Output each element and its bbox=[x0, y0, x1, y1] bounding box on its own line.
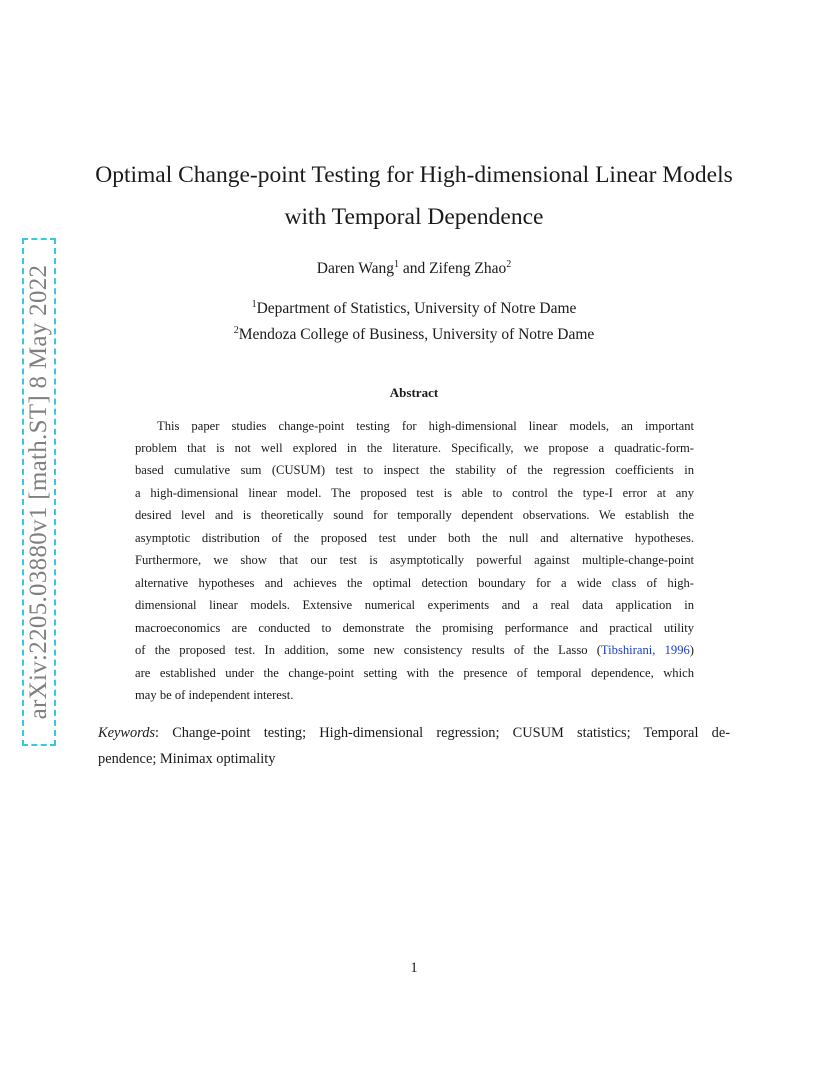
abstract-line: Furthermore, we show that our test is asymptotically powerful against multiple-change-point bbox=[135, 553, 694, 567]
author-name: Daren Wang bbox=[316, 260, 395, 277]
affiliation-marker: 1 bbox=[251, 299, 257, 310]
abstract-line: based cumulative sum (CUSUM) test to inspect the stability of the regression coefficients in bbox=[135, 463, 694, 477]
abstract-line: alternative hypotheses and achieves the optimal detection boundary for a wide class of high- bbox=[135, 576, 694, 590]
keywords-line: pendence; Minimax optimality bbox=[98, 751, 276, 767]
affiliation-marker: 2 bbox=[233, 325, 239, 336]
keywords-line bbox=[98, 723, 730, 743]
affiliation-2 bbox=[60, 326, 768, 344]
arxiv-identifier-stamp bbox=[22, 238, 56, 746]
affiliation-1 bbox=[60, 300, 768, 318]
paper-title-line-1: Optimal Change-point Testing for High-dimensional Linear Models bbox=[95, 162, 733, 188]
author-list bbox=[60, 260, 768, 278]
affiliation-marker: 2 bbox=[506, 259, 512, 270]
abstract-line bbox=[135, 640, 694, 660]
keywords-label: Keywords bbox=[98, 725, 156, 741]
abstract-text: of the proposed test. In addition, some new consistency results of the Lasso ( bbox=[135, 643, 601, 657]
abstract-line: asymptotic distribution of the proposed test under both the null and alternative hypotheses. bbox=[135, 531, 694, 545]
abstract-heading: Abstract bbox=[389, 385, 439, 400]
abstract-line: problem that is not well explored in the literature. Specifically, we propose a quadratic-form- bbox=[135, 441, 694, 455]
citation-link[interactable]: Tibshirani, 1996 bbox=[600, 643, 690, 657]
paper-title-line-2: with Temporal Dependence bbox=[284, 204, 544, 230]
abstract-line: This paper studies change-point testing for high-dimensional linear models, an important bbox=[157, 419, 694, 433]
abstract-line: dimensional linear models. Extensive numerical experiments and a real data application in bbox=[135, 598, 694, 612]
abstract-line: desired level and is theoretically sound for temporally dependent observations. We establish the bbox=[135, 508, 694, 522]
abstract-line: are established under the change-point setting with the presence of temporal dependence, which bbox=[135, 666, 694, 680]
affiliation-text: Department of Statistics, University of Notre Dame bbox=[256, 300, 577, 317]
author-conjunction: and bbox=[399, 260, 430, 277]
arxiv-identifier-text: arXiv:2205.03880v1 [math.ST] 8 May 2022 bbox=[25, 264, 52, 720]
abstract-text: ) bbox=[689, 643, 694, 657]
keywords-text: : Change-point testing; High-dimensional regression; CUSUM statistics; Temporal de- bbox=[155, 725, 730, 741]
affiliation-text: Mendoza College of Business, University of Notre Dame bbox=[238, 326, 595, 343]
abstract-line: macroeconomics are conducted to demonstrate the promising performance and practical utility bbox=[135, 621, 694, 635]
abstract-line: a high-dimensional linear model. The proposed test is able to control the type-I error at any bbox=[135, 486, 694, 500]
author-name: Zifeng Zhao bbox=[429, 260, 507, 277]
affiliation-marker: 1 bbox=[394, 259, 400, 270]
abstract-line: may be of independent interest. bbox=[135, 688, 294, 702]
page-number: 1 bbox=[410, 960, 418, 976]
